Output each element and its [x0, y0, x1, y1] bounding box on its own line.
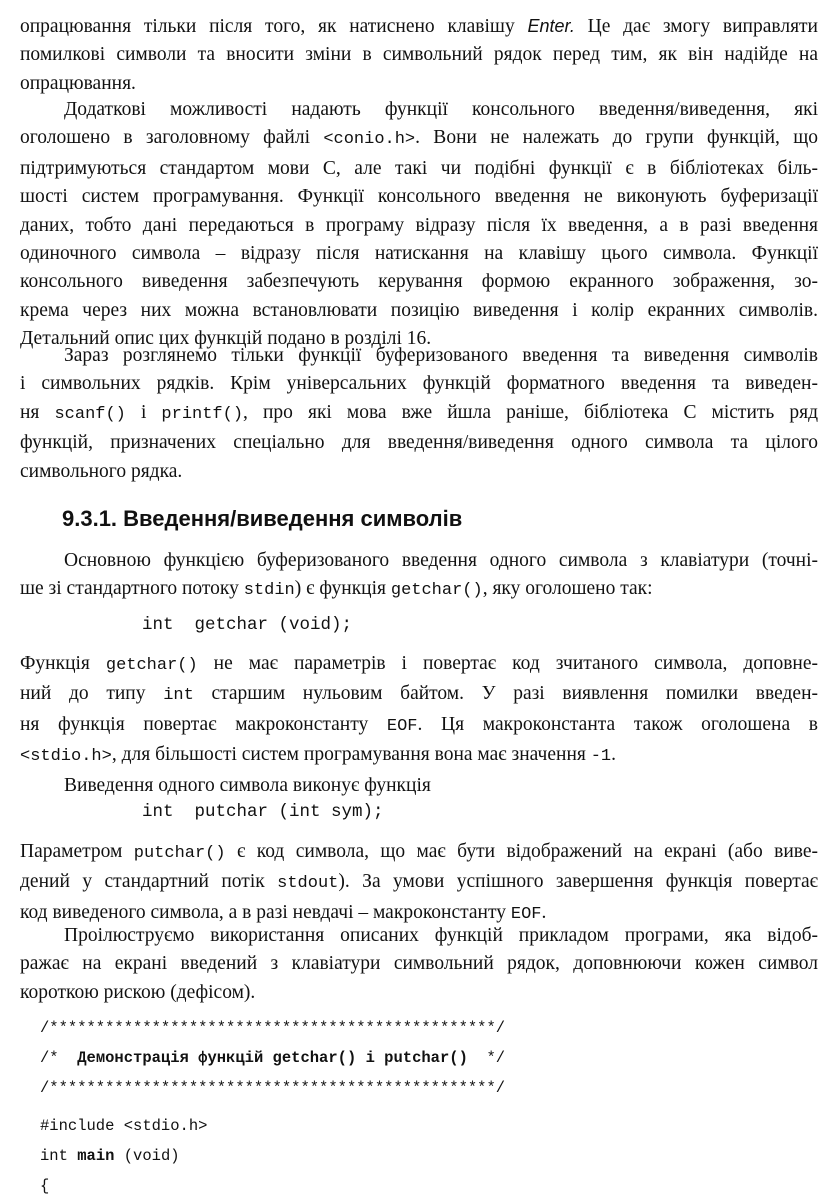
text-line: одиночного символа – відразу після натискання на клавішу цього символа. Функції	[20, 243, 818, 265]
text-line: даних, тобто дані передаються в програму відразу після їх введення, а в разі введення	[20, 214, 818, 236]
text-line: Параметром putchar() є код символа, що має бути відображений на екрані (або виве-	[20, 841, 818, 863]
inline-code: scanf()	[54, 404, 126, 424]
inline-code: <conio.h>	[323, 130, 416, 150]
section-heading: 9.3.1. Введення/виведення символів	[62, 506, 463, 531]
text-line: опрацювання тільки після того, як натиснено клавішу Enter. Це дає змогу виправляти	[20, 16, 818, 37]
text-line: консольного виведення забезпечують керування формою екранного зображення, зо-	[20, 271, 818, 293]
text-line: <stdio.h>, для більшості систем програмування вона має значення -1.	[20, 744, 617, 767]
inline-code: stdin	[243, 581, 295, 601]
text-line: ше зі стандартного потоку stdin) є функція getchar(), яку оголошено так:	[20, 578, 653, 601]
text-line: ня функція повертає макроконстанту EOF. Ця макроконстанта також оголошена в	[20, 713, 818, 736]
code-declaration-getchar: int getchar (void);	[142, 615, 353, 635]
text-line: Основною функцією буферизованого введення одного символа з клавіатури (точні-	[64, 550, 818, 571]
text-line: шості систем програмування. Функції консольного введення не виконують буферизації	[20, 186, 818, 208]
text-line: підтримуються стандартом мови С, але такі чи подібні функції є в бібліотеках біль-	[20, 157, 818, 179]
inline-code: int	[163, 686, 194, 706]
listing-comment: /* Демонстрація функцій getchar() і putchar() */	[40, 1049, 506, 1067]
code-declaration-putchar: int putchar (int sym);	[142, 802, 384, 822]
text-line: оголошено в заголовному файлі <conio.h>. Вони не належать до групи функцій, що	[20, 127, 818, 150]
listing-stars-bottom: /************************************************/	[40, 1079, 506, 1097]
text-line: Виведення одного символа виконує функція	[64, 774, 431, 796]
enter-key-label: Enter.	[527, 16, 575, 36]
text-line: Детальний опис цих функцій подано в розділі 16.	[20, 328, 432, 350]
listing-include: #include <stdio.h>	[40, 1117, 208, 1135]
paragraph-4	[20, 547, 818, 606]
inline-code: <stdio.h>	[20, 747, 112, 767]
text-line: опрацювання.	[20, 72, 136, 94]
paragraph-7	[20, 922, 818, 1007]
text-line: ня scanf() і printf(), про які мова вже йшла раніше, бібліотека С містить ряд	[20, 401, 818, 424]
inline-code: EOF	[386, 716, 418, 736]
text-line: функцій, призначених спеціально для введення/виведення одного символа та цілого	[20, 432, 818, 454]
text-line: Функція getchar() не має параметрів і повертає код зчитаного символа, доповне-	[20, 653, 818, 675]
inline-code: stdout	[277, 874, 339, 894]
listing-open-brace: {	[40, 1177, 50, 1195]
inline-code: getchar()	[105, 656, 198, 675]
paragraph-1	[20, 12, 818, 98]
inline-code: getchar()	[390, 581, 483, 601]
paragraph-6	[20, 838, 818, 929]
paragraph-3	[20, 342, 818, 486]
listing-main-signature: int main (void)	[40, 1147, 180, 1165]
text-line: Зараз розглянемо тільки функції буферизованого введення та виведення символів	[64, 345, 818, 366]
inline-code: -1	[590, 747, 612, 767]
text-line: Додаткові можливості надають функції консольного введення/виведення, які	[64, 99, 818, 120]
paragraph-2	[20, 96, 818, 354]
text-line: крема через них можна встановлювати позицію виведення і колір екранних символів.	[20, 299, 818, 321]
text-line: дений у стандартний потік stdout). За умови успішного завершення функція повертає	[20, 871, 818, 894]
paragraph-5	[20, 650, 818, 800]
listing-stars-top: /************************************************/	[40, 1019, 506, 1037]
code-listing	[40, 1013, 505, 1201]
text-line: Проілюструємо використання описаних функцій прикладом програми, яка відоб-	[64, 925, 818, 946]
inline-code: EOF	[510, 904, 542, 924]
text-line: символьного рядка.	[20, 460, 183, 482]
text-line: ний до типу int старшим нульовим байтом. У разі виявлення помилки введен-	[20, 683, 818, 706]
text-line: ражає на екрані введений з клавіатури символьний рядок, доповнюючи кожен символ	[20, 953, 818, 975]
text-line: код виведеного символа, а в разі невдачі – макроконстанту EOF.	[20, 901, 547, 924]
text-line: і символьних рядків. Крім універсальних функцій форматного введення та виведен-	[20, 373, 818, 395]
inline-code: printf()	[161, 404, 244, 424]
text-line: помилкові символи та вносити зміни в символьний рядок перед тим, як він надійде на	[20, 44, 818, 66]
inline-code: putchar()	[133, 844, 226, 863]
text-line: короткою рискою (дефісом).	[20, 981, 256, 1003]
